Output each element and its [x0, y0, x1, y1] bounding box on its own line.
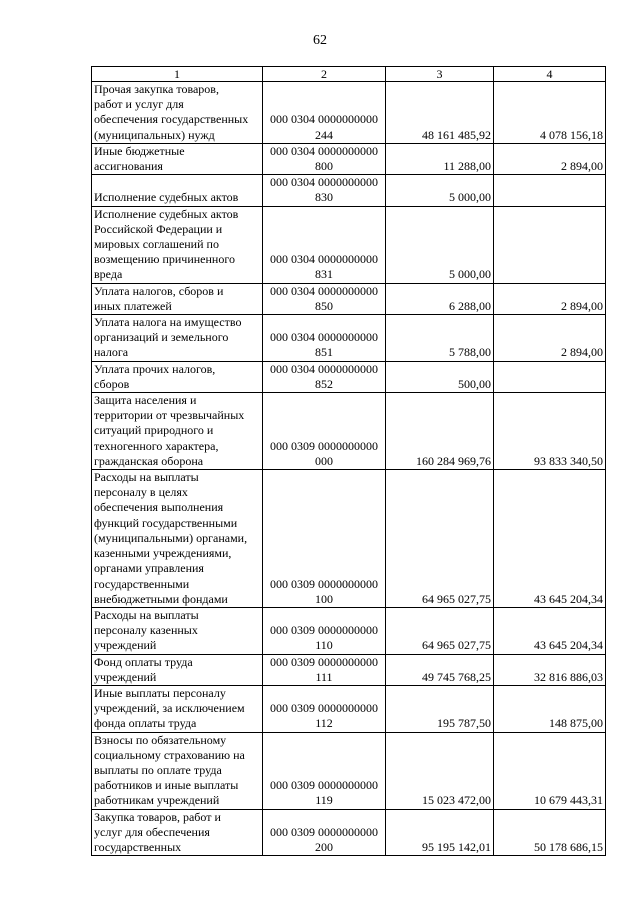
table-row [92, 206, 606, 283]
budget-code-cell: 000 0304 0000000000 852 [263, 361, 386, 392]
budget-code-cell: 000 0309 0000000000 112 [263, 685, 386, 732]
expense-name-cell: Иные выплаты персоналу учреждений, за исключением фонда оплаты труда [92, 685, 263, 732]
budget-code-cell: 000 0304 0000000000 800 [263, 143, 386, 174]
expense-name-cell: Исполнение судебных актов Российской Федерации и мировых соглашений по возмещению причиненного вреда [92, 206, 263, 283]
expense-name-cell: Защита населения и территории от чрезвычайных ситуаций природного и техногенного характера, гражданская оборона [92, 393, 263, 470]
expense-name-cell: Взносы по обязательному социальному страхованию на выплаты по оплате труда работников и иные выплаты работникам учреждений [92, 732, 263, 809]
budget-code-cell: 000 0304 0000000000 830 [263, 175, 386, 206]
amount-col4-cell: 43 645 204,34 [494, 607, 606, 654]
table-row [92, 809, 606, 856]
amount-col3-cell: 5 000,00 [386, 175, 494, 206]
amount-col4-cell [494, 361, 606, 392]
budget-code-cell: 000 0309 0000000000 110 [263, 607, 386, 654]
expense-name-cell: Уплата налога на имущество организаций и земельного налога [92, 315, 263, 362]
amount-col3-cell: 5 000,00 [386, 206, 494, 283]
expense-name-cell: Фонд оплаты труда учреждений [92, 654, 263, 685]
amount-col3-cell: 6 288,00 [386, 283, 494, 314]
table-row [92, 82, 606, 144]
amount-col4-cell: 2 894,00 [494, 283, 606, 314]
expense-name-cell: Расходы на выплаты персоналу казенных учреждений [92, 607, 263, 654]
amount-col3-cell: 49 745 768,25 [386, 654, 494, 685]
amount-col4-cell: 148 875,00 [494, 685, 606, 732]
amount-col3-cell: 95 195 142,01 [386, 809, 494, 856]
table-row [92, 175, 606, 206]
expense-name-cell: Иные бюджетные ассигнования [92, 143, 263, 174]
budget-code-cell: 000 0309 0000000000 200 [263, 809, 386, 856]
amount-col3-cell: 64 965 027,75 [386, 607, 494, 654]
column-header-1: 1 [92, 67, 263, 82]
expense-name-cell: Уплата налогов, сборов и иных платежей [92, 283, 263, 314]
page-number: 62 [313, 33, 327, 48]
amount-col4-cell [494, 175, 606, 206]
column-header-2: 2 [263, 67, 386, 82]
table-row [92, 315, 606, 362]
column-header-4: 4 [494, 67, 606, 82]
amount-col3-cell: 64 965 027,75 [386, 470, 494, 608]
table-body [92, 82, 606, 856]
table-row [92, 361, 606, 392]
amount-col3-cell: 15 023 472,00 [386, 732, 494, 809]
amount-col4-cell: 32 816 886,03 [494, 654, 606, 685]
amount-col4-cell: 43 645 204,34 [494, 470, 606, 608]
table-row [92, 732, 606, 809]
expense-name-cell: Расходы на выплаты персоналу в целях обеспечения выполнения функций государственными (муниципальными) органами, казенными учреждениями, органами управления государственными внебюджетными фондами [92, 470, 263, 608]
amount-col4-cell: 2 894,00 [494, 143, 606, 174]
table-row [92, 685, 606, 732]
table-header [92, 67, 606, 82]
budget-code-cell: 000 0304 0000000000 850 [263, 283, 386, 314]
table-row [92, 654, 606, 685]
amount-col3-cell: 160 284 969,76 [386, 393, 494, 470]
expense-name-cell: Уплата прочих налогов, сборов [92, 361, 263, 392]
header-row [92, 67, 606, 82]
budget-code-cell: 000 0304 0000000000 851 [263, 315, 386, 362]
table-row [92, 607, 606, 654]
budget-code-cell: 000 0309 0000000000 119 [263, 732, 386, 809]
budget-code-cell: 000 0309 0000000000 111 [263, 654, 386, 685]
amount-col4-cell: 93 833 340,50 [494, 393, 606, 470]
amount-col3-cell: 48 161 485,92 [386, 82, 494, 144]
table-row [92, 470, 606, 608]
amount-col4-cell: 2 894,00 [494, 315, 606, 362]
budget-code-cell: 000 0304 0000000000 244 [263, 82, 386, 144]
budget-table [91, 66, 606, 856]
expense-name-cell: Закупка товаров, работ и услуг для обеспечения государственных [92, 809, 263, 856]
table-row [92, 283, 606, 314]
amount-col4-cell: 10 679 443,31 [494, 732, 606, 809]
table-row [92, 143, 606, 174]
amount-col3-cell: 500,00 [386, 361, 494, 392]
amount-col3-cell: 5 788,00 [386, 315, 494, 362]
expense-name-cell: Исполнение судебных актов [92, 175, 263, 206]
expense-name-cell: Прочая закупка товаров, работ и услуг для обеспечения государственных (муниципальных) нужд [92, 82, 263, 144]
amount-col4-cell: 4 078 156,18 [494, 82, 606, 144]
amount-col4-cell: 50 178 686,15 [494, 809, 606, 856]
budget-code-cell: 000 0309 0000000000 100 [263, 470, 386, 608]
budget-code-cell: 000 0304 0000000000 831 [263, 206, 386, 283]
amount-col3-cell: 195 787,50 [386, 685, 494, 732]
amount-col4-cell [494, 206, 606, 283]
budget-code-cell: 000 0309 0000000000 000 [263, 393, 386, 470]
column-header-3: 3 [386, 67, 494, 82]
amount-col3-cell: 11 288,00 [386, 143, 494, 174]
table-row [92, 393, 606, 470]
